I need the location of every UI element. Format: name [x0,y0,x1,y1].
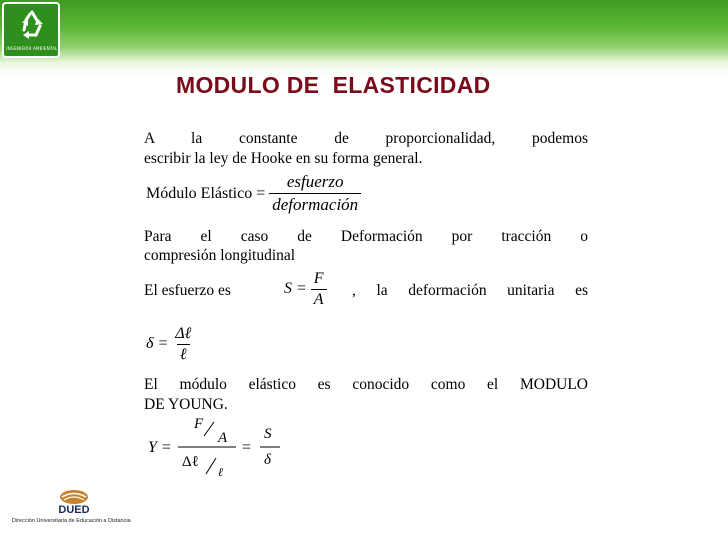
denominator-l: ℓ [218,465,223,478]
equation-lhs: δ = [146,335,169,353]
fraction-numerator: esfuerzo [286,172,344,191]
slash-mark [206,458,216,474]
equals-sign: = [242,439,252,456]
fraction-denominator: deformación [269,193,361,215]
paragraph-young-line2: DE YOUNG. [144,396,228,413]
fraction-denominator: A [311,289,327,309]
recycle-icon [17,8,47,42]
equation-lhs: Y = [148,439,172,456]
paragraph-hooke-line2: escribir la ley de Hooke en su forma general. [144,150,423,167]
slash-mark [204,422,214,436]
fraction-f-over-a [311,270,327,309]
equation-lhs: S = [284,280,307,298]
paragraph-hooke-line1: A la constante de proporcionalidad, podemos [144,130,588,147]
fraction-numerator: F [313,270,324,287]
paragraph-traccion-line1: Para el caso de Deformación por tracción o [144,228,588,245]
fraction-numerator: Δℓ [175,325,192,342]
fraction-s: S [264,426,272,442]
page-title: MODULO DE ELASTICIDAD [176,72,491,98]
header-banner [0,0,728,62]
numerator-a: A [218,430,228,446]
equation-modulo-elastico [146,172,361,215]
dued-logo [44,488,104,521]
fraction-denominator: ℓ [177,344,190,364]
esfuerzo-label: El esfuerzo es [144,282,231,299]
denominator-dl: Δℓ [182,454,199,470]
paragraph-traccion-line2: compresión longitudinal [144,247,296,264]
paragraph-young-line1: El módulo elástico es conocido como el MODULO [144,376,588,393]
dued-emblem-icon [44,488,104,516]
fraction-esfuerzo-deformacion [269,172,361,215]
equation-label: Módulo Elástico = [146,184,266,202]
equation-esfuerzo [284,270,327,309]
deformacion-unitaria-label: , la deformación unitaria es [352,282,588,299]
equation-deformacion-unitaria [146,325,194,364]
fraction-delta: δ [264,452,271,468]
fraction-dl-over-l [172,325,194,364]
numerator-f: F [194,416,204,432]
logo-caption: INGENIERÍA AMBIENTAL [6,46,58,51]
young-formula-svg [146,414,296,478]
institution-name: Dirección Universitaria de Educación a Distancia [12,518,131,524]
recycle-logo [2,2,60,58]
dued-logo-text: DUED [58,504,90,516]
equation-young-modulus [146,414,296,478]
